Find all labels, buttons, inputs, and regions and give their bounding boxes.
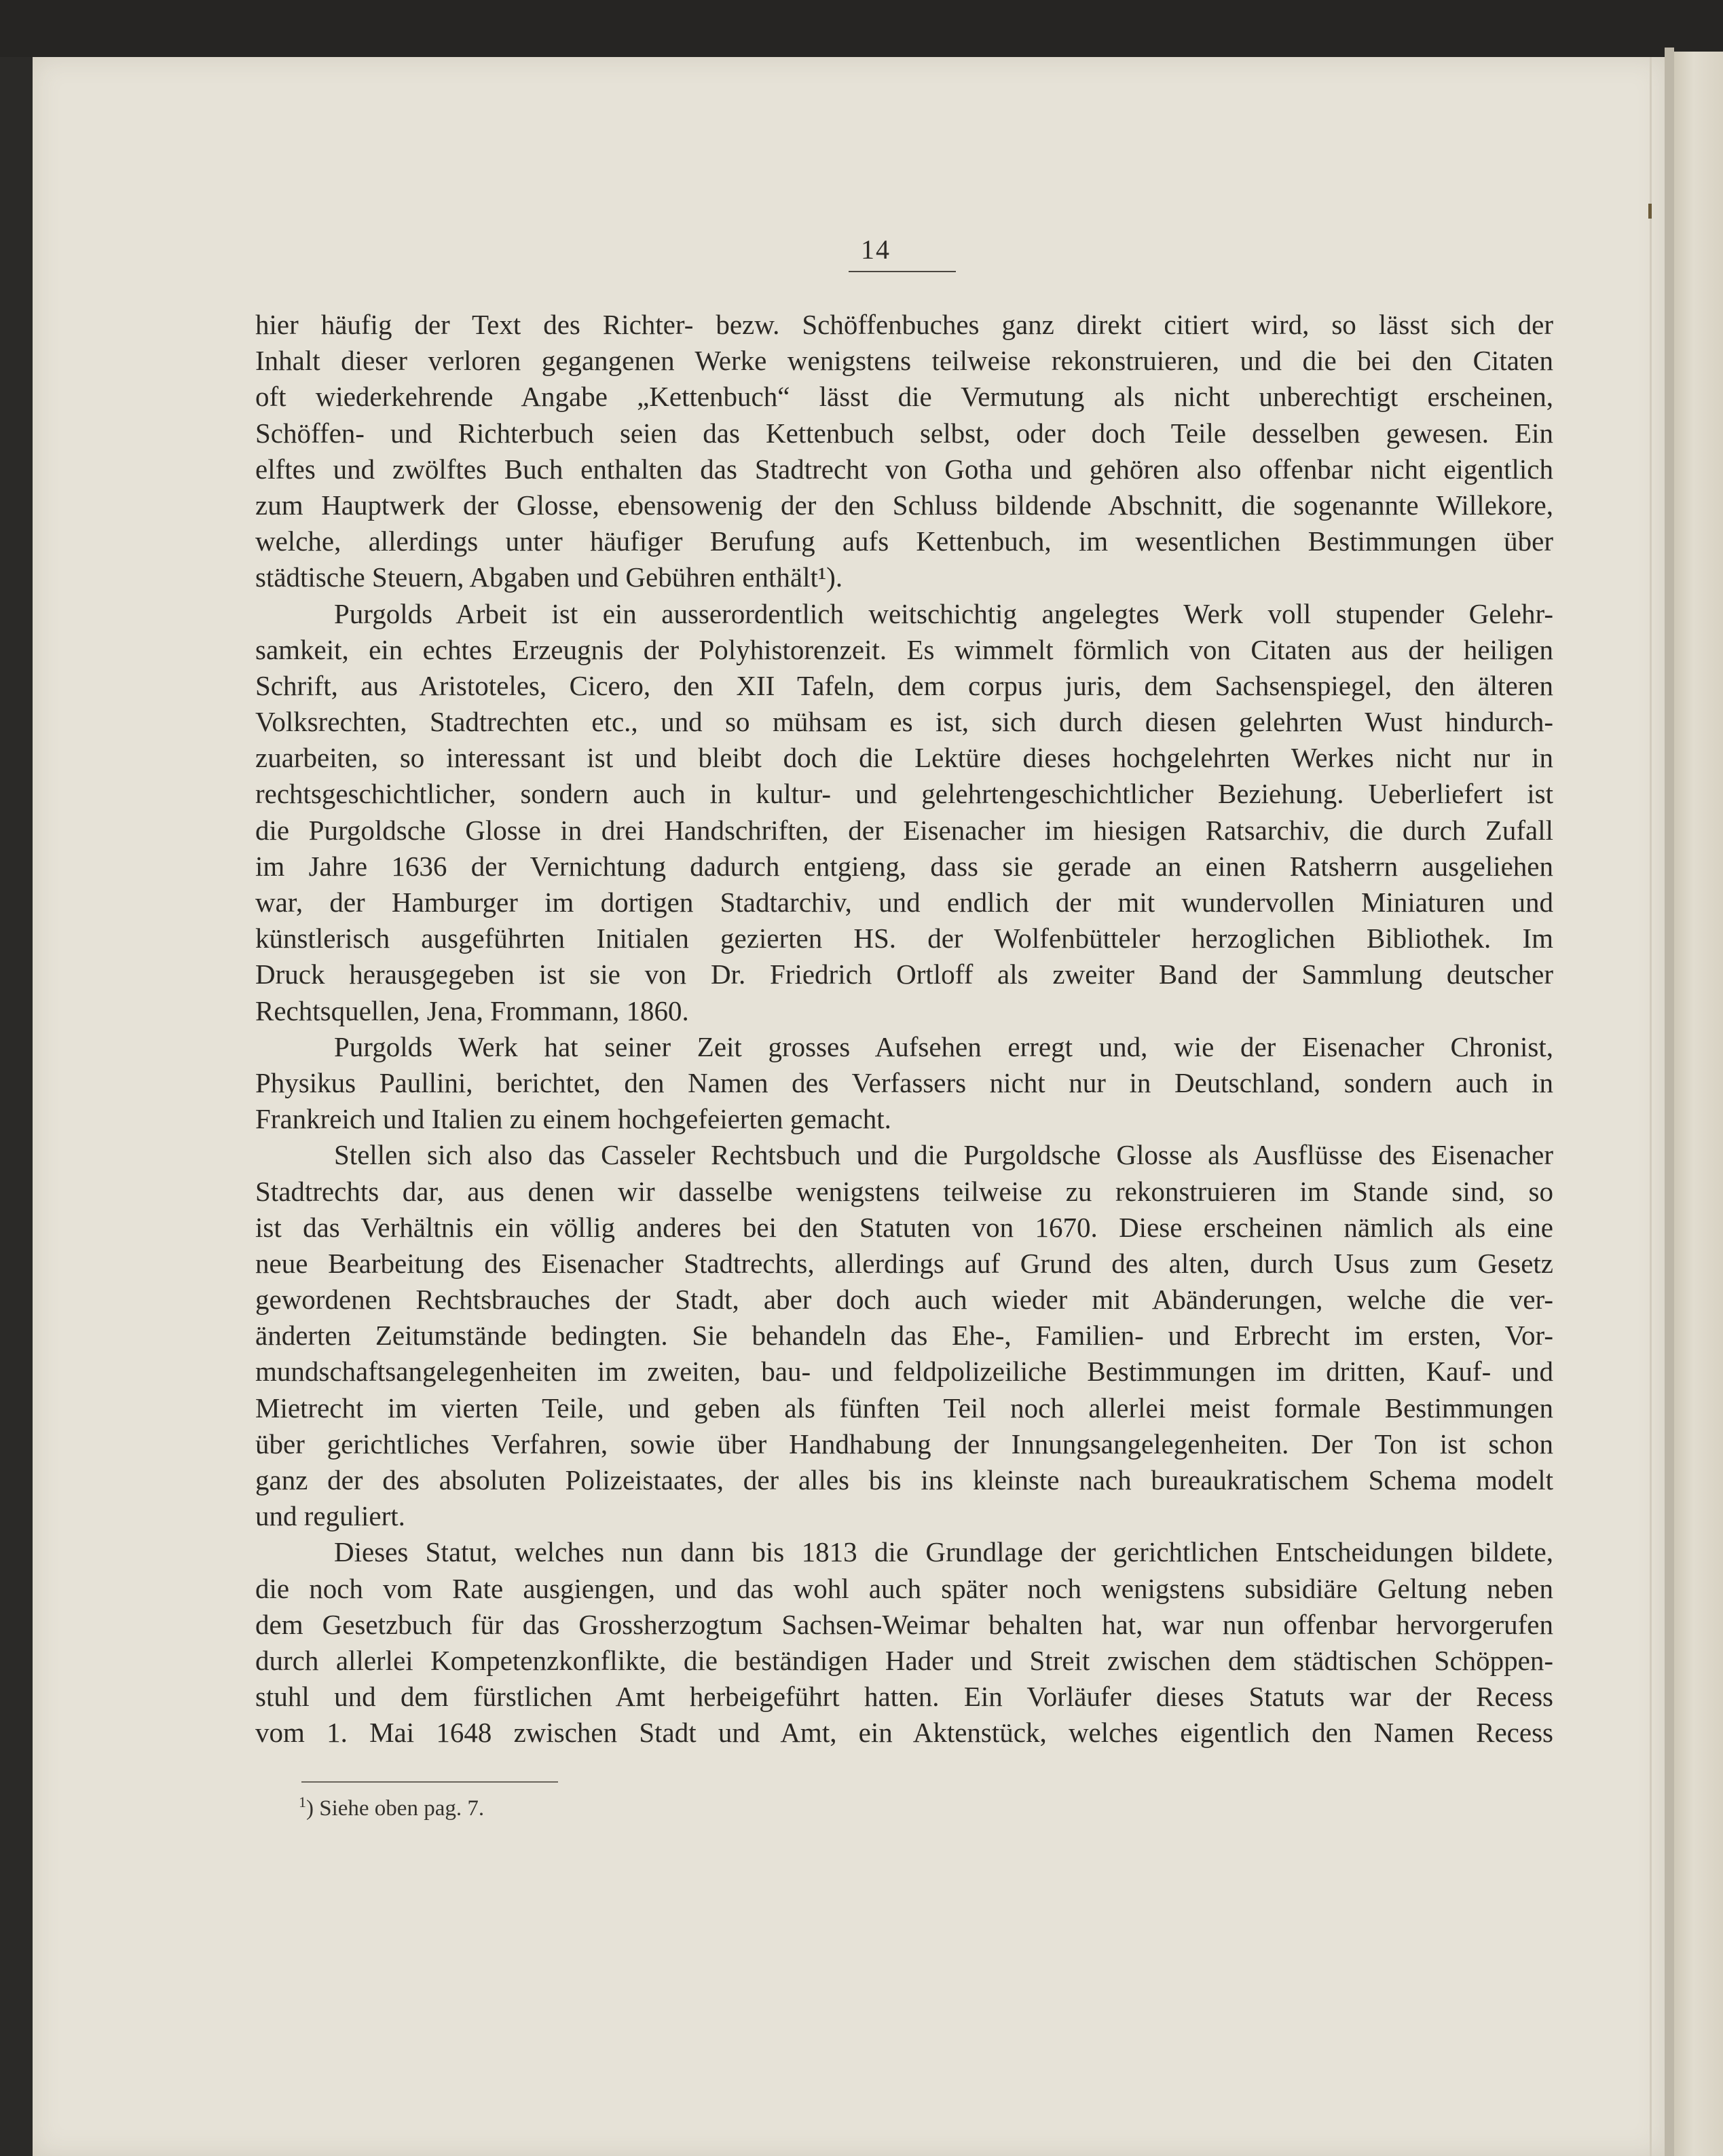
- text-line: und reguliert.: [255, 1500, 405, 1532]
- text-line: die Purgoldsche Glosse in drei Handschriften, der Eisenacher im hiesigen Ratsarchiv, die durch Zufall: [255, 814, 1553, 846]
- text-line: war, der Hamburger im dortigen Stadtarchiv, und endlich der mit wundervollen Miniaturen und: [255, 887, 1553, 918]
- text-line: hier häufig der Text des Richter- bezw. Schöffenbuches ganz direkt citiert wird, so lässt sich der: [255, 309, 1553, 340]
- text-line: Schrift, aus Aristoteles, Cicero, den XII Tafeln, dem corpus juris, dem Sachsenspiegel, den älteren: [255, 669, 1553, 701]
- text-line: zum Hauptwerk der Glosse, ebensowenig der den Schluss bildende Abschnitt, die sogenannte Willekore,: [255, 489, 1553, 521]
- text-line: Purgolds Arbeit ist ein ausserordentlich weitschichtig angelegtes Werk voll stupender Gelehr-: [334, 597, 1553, 629]
- page-edge-line: [1650, 57, 1652, 2156]
- text-line: oft wiederkehrende Angabe „Kettenbuch“ lässt die Vermutung als nicht unberechtigt erscheinen,: [255, 381, 1553, 413]
- text-line: Inhalt dieser verloren gegangenen Werke wenigstens teilweise rekonstruieren, und die bei den Citaten: [255, 345, 1553, 377]
- footnote: [299, 1793, 484, 1821]
- text-line: künstlerisch ausgeführten Initialen gezierten HS. der Wolfenbütteler herzoglichen Bibliothek. Im: [255, 923, 1553, 954]
- text-line: durch allerlei Kompetenzkonflikte, die beständigen Hader und Streit zwischen dem städtischen Schöppen-: [255, 1644, 1553, 1676]
- text-line: im Jahre 1636 der Vernichtung dadurch entgieng, dass sie gerade an einen Ratsherrn ausgeliehen: [255, 850, 1553, 882]
- text-line: über gerichtliches Verfahren, sowie über Handhabung der Innungsangelegenheiten. Der Ton ist schon: [255, 1428, 1553, 1460]
- page-number: 14: [861, 234, 891, 265]
- text-line: ganz der des absoluten Polizeistaates, der alles bis ins kleinste nach bureaukratischem Schema modelt: [255, 1464, 1553, 1495]
- text-line: Stadtrechts dar, aus denen wir dasselbe wenigstens teilweise zu rekonstruieren im Stande sind, so: [255, 1175, 1553, 1207]
- footnote-marker: 1: [299, 1793, 306, 1810]
- text-line: die noch vom Rate ausgiengen, und das wohl auch später noch wenigstens subsidiäre Geltung neben: [255, 1572, 1553, 1604]
- page-number-rule: [849, 271, 956, 272]
- page-edge-mark: [1648, 204, 1652, 219]
- text-line: samkeit, ein echtes Erzeugnis der Polyhistorenzeit. Es wimmelt förmlich von Citaten aus der heiligen: [255, 633, 1553, 665]
- text-line: welche, allerdings unter häufiger Berufung aufs Kettenbuch, im wesentlichen Bestimmungen über: [255, 525, 1553, 557]
- text-line: Rechtsquellen, Jena, Frommann, 1860.: [255, 995, 689, 1026]
- text-line: elftes und zwölftes Buch enthalten das Stadtrecht von Gotha und gehören also offenbar nicht eigentlich: [255, 453, 1553, 485]
- footnote-text: ) Siehe oben pag. 7.: [306, 1796, 485, 1821]
- text-line: Purgolds Werk hat seiner Zeit grosses Aufsehen erregt und, wie der Eisenacher Chronist,: [334, 1030, 1553, 1062]
- text-line: Schöffen- und Richterbuch seien das Kettenbuch selbst, oder doch Teile desselben gewesen. Ein: [255, 417, 1553, 449]
- text-line: Frankreich und Italien zu einem hochgefeierten gemacht.: [255, 1103, 891, 1135]
- text-line: mundschaftsangelegenheiten im zweiten, bau- und feldpolizeiliche Bestimmungen im dritten, Kauf- und: [255, 1356, 1553, 1388]
- text-line: städtische Steuern, Abgaben und Gebühren enthält¹).: [255, 561, 843, 593]
- text-line: Volksrechten, Stadtrechten etc., und so mühsam es ist, sich durch diesen gelehrten Wust hindurch-: [255, 706, 1553, 738]
- text-line: zuarbeiten, so interessant ist und bleibt doch die Lektüre dieses hochgelehrten Werkes nicht nur in: [255, 742, 1553, 774]
- text-line: Stellen sich also das Casseler Rechtsbuch und die Purgoldsche Glosse als Ausflüsse des Eisenacher: [334, 1139, 1553, 1171]
- text-line: rechtsgeschichtlicher, sondern auch in kultur- und gelehrtengeschichtlicher Beziehung. Ueberliefert ist: [255, 778, 1553, 810]
- text-line: Mietrecht im vierten Teile, und geben als fünften Teil noch allerlei meist formale Bestimmungen: [255, 1392, 1553, 1424]
- text-line: stuhl und dem fürstlichen Amt herbeigeführt hatten. Ein Vorläufer dieses Statuts war der Recess: [255, 1681, 1553, 1713]
- text-line: Physikus Paullini, berichtet, den Namen des Verfassers nicht nur in Deutschland, sondern auch in: [255, 1066, 1553, 1098]
- footnote-rule: [301, 1781, 558, 1783]
- text-line: Druck herausgegeben ist sie von Dr. Friedrich Ortloff als zweiter Band der Sammlung deutscher: [255, 959, 1553, 990]
- scanner-background: [0, 0, 1723, 57]
- text-line: gewordenen Rechtsbrauches der Stadt, aber doch auch wieder mit Abänderungen, welche die ver-: [255, 1284, 1553, 1316]
- text-line: vom 1. Mai 1648 zwischen Stadt und Amt, ein Aktenstück, welches eigentlich den Namen Recess: [255, 1717, 1553, 1749]
- book-gutter: [1665, 48, 1674, 2156]
- body-text: [255, 307, 1553, 1751]
- next-leaf-edge: [1674, 52, 1723, 2156]
- text-line: neue Bearbeitung des Eisenacher Stadtrechts, allerdings auf Grund des alten, durch Usus zum Gesetz: [255, 1247, 1553, 1279]
- text-line: Dieses Statut, welches nun dann bis 1813 die Grundlage der gerichtlichen Entscheidungen bildete,: [334, 1536, 1553, 1568]
- text-line: ist das Verhältnis ein völlig anderes bei den Statuten von 1670. Diese erscheinen nämlich als eine: [255, 1211, 1553, 1243]
- text-line: dem Gesetzbuch für das Grossherzogtum Sachsen-Weimar behalten hat, war nun offenbar hervorgerufen: [255, 1608, 1553, 1640]
- text-line: änderten Zeitumstände bedingten. Sie behandeln das Ehe-, Familien- und Erbrecht im ersten, Vor-: [255, 1320, 1553, 1352]
